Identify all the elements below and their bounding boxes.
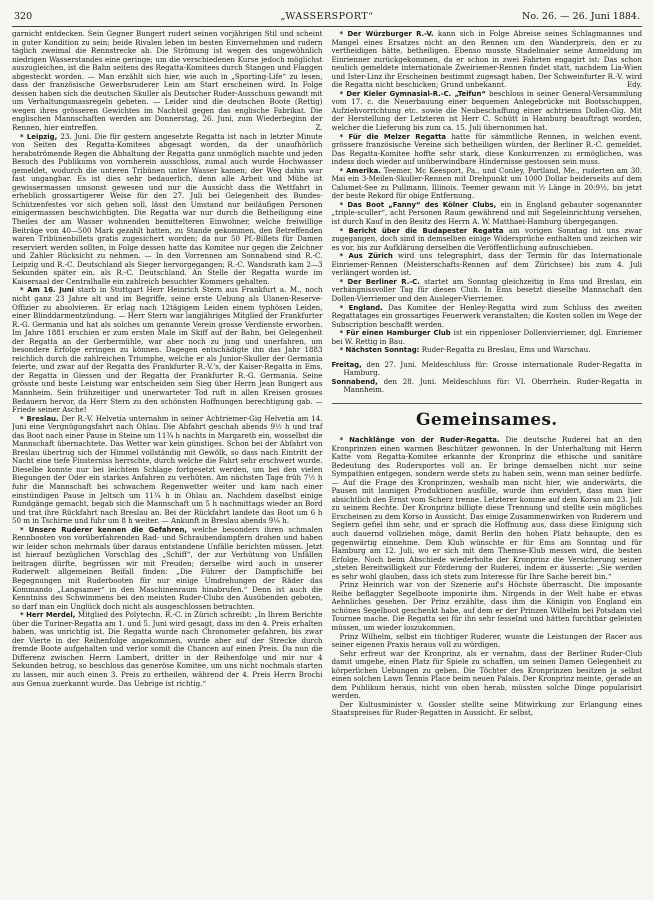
article-merdel: * Herr Merdel, Mitglied des Polytechn. R.-C. in Zürich schreibt: „In Ihrem Berichte über die Turiner-Regatta am 1. und 5. Juni wird gesagt, dass im den 4. Preis erhalten haben, was unrichtig ist. Die Regatta wurde nach Chronometer gefahren, bis zwar der Vierte in der Reihenfolge angekommen, wurde aber auf der Strecke durch fremde Boote aufgehalten und verlor somit die Chancen auf einen Preis. Da nun die Differenz zwischen Herrn Lambert, dritter in der Reihenfolge und mir nur 4 Sekunden betrug, so beschloss das generöse Komitee, um uns nicht nochmals starten zu lassen, mir auch einen 3. Preis zu ertheilen, während der 4. Preis Herrn Brochi aus Genua zuerkannt wurde. Das Uebrige ist richtig.“: [12, 610, 323, 688]
article-zurich: * Aus Zürich wird uns telegraphirt, dass der Termin für das Internationale Einriemer-Rennen (Meisterschafts-Rennen auf dem Zürichsee) bis zum 4. Juli verlängert worden ist.: [331, 251, 642, 278]
article-england: * England. Das Komitee der Henley-Regatta wird zum Schluss des zweiten Regattatages ein grossartiges Feuerwerk veranstalten; die Kosten sollen im Wege der Subscription beschafft werden.: [331, 302, 642, 329]
article-wurzburger: * Der Würzburger R.-V. kann sich in Folge Abreise seines Schlagmannes und Mangel eines Ersatzes nicht an den Rennen um den Wanderpreis, den er zu vertheidigen hätte, betheiligen. Ebenso musste Stadelmaier seine Anmeldung im Einrienner zurückgekommen, da er schon in zwei Fahrten engagirt ist: Das schon neulich gemeldete internationale Zweiriemer-Rennen findet statt, nachdem Lia-Wien und Ister-Linz ihr Erscheinen bestimmt zugesagt haben. Der Schweinfurter R.-V. wird die Regatta nicht beschicken; Grund unbekannt. Edy.: [331, 30, 642, 90]
article-kieler: * Der Kieler Gymnasial-R.-C. „Teifun“ beschloss in seiner General-Versammlung vom 17. c. die Neuerbauung einer bequemen Anlegebrücke mit Bootsschuppen, Aufziehvorrichtung etc. sowie die Neubeschaffung einer achtriems Dollen-Gig. Mit der Herstellung der Letzteren ist Herr C. Schütt in Hamburg beauftragt worden, welcher die Lieferung bis zum ca. 15. Juli übernommen hat.: [331, 88, 642, 133]
article-paragraph: garnicht entdecken. Sein Gegner Bungert rudert seinen vorjährigen Stil und scheint in guter Kondition zu sein; beide Rivalen leben im besten Einvernehmen und rudern täglich zweimal die Rennstrecke ab. Die Strömung ist wegen des ungewöhnlich niedrigen Wasserstandes eine geringe; um die verschiedenen Kurse jedoch möglichst auszugleichen, ist die Bahn seitens des Regatta-Komitees durch Stangen und Flaggen abgesteckt worden. — Man erzählt sich hier, wie auch in „Sporting-Life“ zu lesen, dass der französische Gewerbsruderer Lein am Start erscheinen wird. In Folge dessen haben sich die deutschen Skuller als Deutscher Ruder-Ausschuss gewandt mit um Verhaltungsmassregeln gebeten. — Leider sind die deutschen Boote (Rettig) wegen ihres grösseren Gewichtes im Nachteil gegen das englische Fabrikat. Die englischen Mannschaften werden am Donnerstag, 26. Juni, zum Wiederbeginn der Rennen, hier eintreffen. Z.: [12, 30, 323, 133]
article-heading: * Amerika.: [339, 166, 381, 175]
article-columns: [12, 30, 642, 892]
article-heading: * Der Berliner R.-C.: [339, 277, 420, 286]
article-amerika: * Amerika. Teemer, Mc Keesport, Pa., und Conley, Portland, Me., ruderten am 30. Mai ein 3-Meilen-Skuller-Rennen mit Drehpunkt um 1000 Dollar beiderseits auf dem Calumet-See zu Pullmann, Illinois. Teemer gewann mit ½ Länge in 20:9½, bis jetzt der beste Rekord für obige Entfernung.: [331, 165, 642, 201]
article-heading: * Herr Merdel,: [20, 611, 76, 620]
article-paragraph: Prinz Wilhelm, selbst ein tüchtiger Ruderer, wusste die Leistungen der Racer aus seiner eigenen Praxis heraus voll zu würdigen.: [331, 631, 642, 650]
deadline-schedule: [332, 361, 643, 395]
article-heading: * England.: [339, 303, 383, 312]
article-heading: * Nächsten Sonntag:: [339, 346, 420, 355]
publication-title: „WASSERSPORT“: [280, 11, 374, 22]
page-header: [12, 10, 642, 27]
signature: Z.: [315, 123, 323, 133]
left-column: [12, 30, 323, 892]
article-budapest: * Bericht über die Budapester Regatta am vorigen Sonntag ist uns zwar zugegangen, doch sind in demselben einige Widersprüche enthalten und zeichen wir es vor, bis zur Aufklärung derselben die Veröffentlichung aufzuschieben.: [331, 225, 642, 252]
article-heading: * Unsere Ruderer kennen die Gefahren,: [20, 525, 187, 534]
right-column: [332, 30, 643, 892]
article-heading: * Das Boot „Fanny“ des Kölner Clubs,: [339, 200, 497, 209]
article-melzer: * Für die Melzer Regatta hatte für sämmtliche Rennen, in welchen event. grössere französische Vereine sich betheiligen würden, der Berliner R.-C. gemeldet. Das Regatta-Komitee hoffte sehr stark, diese Konkurrenzen zu ermöglichen, was indess doch wieder auf unüberwindbare Hindernisse gestossen sein muss.: [331, 131, 642, 167]
article-heading: * Leipzig,: [20, 132, 58, 141]
article-heading: * Der Würzburger R.-V.: [339, 30, 434, 38]
article-paragraph: Der Kultusminister v. Gossler stellte seine Mitwirkung zur Erlangung eines Staatspreises für Ruder-Regatten in Aussicht. Er selbst,: [331, 699, 642, 718]
schedule-day: Freitag,: [331, 360, 362, 369]
article-stern: * Am 16. Juni starb in Stuttgart Herr Heinrich Stern aus Frankfurt a. M., noch nicht ganz 23 Jahre alt und im Begriffe, seine erste Uebung als Ulanen-Reserve-Offizier zu absolvieren. Er erlag nach 12tägigem Leiden einem typhösen Leiden, einer Blinddarmentzündung. — Herr Stern war langjähriges Mitglied der Frankfurter R.-G. Germania und hat als solches um genannte Verein grosse Verdienste erworben. Im Jahre 1881 erschien er zum ersten Male im Skiff auf der Bahn, bei Gelegenheit der Regatta an der Gerbermühle, war aber noch zu jung und unerfahren, um besondere Erfolge erringen zu können. Dagegen entschädigte ihn das Jahr 1883 reichlich durch die zahlreichen Triumphe, welche er als Junior-Skuller der Germania feierte, und zwar auf der Regatta des Frankfurter R.-V.'s, der Kaiser-Regatta in Ems, der Regatta in Giessen und der Regatta der Frankfurter R.-G. Germania. Seine grösste und beste Leistung war entscheiden sein Sieg über Herrn Jean Bungert aus Mannheim. Sein frühzeitiger und unerwarteter Tod ruft in allen Kreisen grosses Bedauern hervor, da Herr Stern zu den schönsten Hoffnungen berechtigung gab. — Friede seiner Asche!: [12, 285, 323, 415]
article-gefahren: * Unsere Ruderer kennen die Gefahren, welche besonders ihren schmalen Rennbooten von vorüberfahrenden Rad- und Schraubendampfern drohen und haben wir leider schon mehrmals über daraus entstandene Unfälle berichten müssen. Jetzt ist hierauf bezüglichen Vorschlag des „Schiff“, der zur Verhütung von Unfällen beitragen dürfte, begrüssen wir mit Freuden; derselbe wird auch in unserer Ruderwelt allgemeinen Beifall finden: „Die Führer der Dampfschiffe bei Begegnungen mit Ruderbooten für nur einige Umdrehungen der Räder das Kommando „Langsamer“ in den Maschinenraum hinabrufen.“ Denn ist auch die Kenntniss des Schwimmens bei den meisten Ruder-Clubs den Ausübenden geboten, so darf man ein Unglück doch nicht als ausgeschlossen betrachten.: [12, 524, 323, 611]
issue-line: No. 26. — 26. Juni 1884.: [522, 11, 640, 22]
article-paragraph: Prinz Heinrich war von der Szenerie auf's Höchste überrascht. Die imposante Reihe beflaggter Segelboote imponirte ihm. Nirgends in der Welt habe er etwas Aehnliches gesehen. Der Prinz erzählte, dass ihm die Königin von England ein schönes Segelboot geschenkt habe, auf dem er der Prinzen Wilhelm bei Potsdam viel Tournee mache. Die Regatta sei für ihn sehr fesselnd und hätten furchtbar geleisten müssen, um wieder loszukommen.: [331, 580, 642, 632]
schedule-day: Sonnabend,: [331, 377, 378, 386]
article-nachklange: * Nachklänge von der Ruder-Regatta. Die deutsche Ruderei hat an den Kronprinzen einen warmen Beschützer gewonnen. In der Unterhaltung mit Herrn Katte vom Regatta-Komitee erkannte der Kronprinz die ethische und sanitäre Bedeutung des Rudersportes voll an. Er bringe demselben nicht nur seine Sympathien entgegen, sondern werde stets zu haben sein, wenn man seiner bedürfe. — Auf die Frage des Kronprinzen, weshalb man nicht hier, wie anderwärts, die Pausen mit launigen Produktionen ausfülle, wurde ihm erwidert, dass man hier absichtlich den Ernst vom Scherz trenne. Letzterer komme auf dem Korso am 23. Juli zu seinem Rechte. Der Kronprinz billigte diese Trennung und stellte sein mögliches Erscheinen zu dem Korso in Aussicht. Das einige Zusammenwirken von Ruderern und Seglern gefiel ihm sehr, und er sprach die Hoffnung aus, dass diese Einigung sich auch dauernd vollziehen möge, damit Berlin den hohen Platz behaupte, den es gegenwärtig einnehme. Dem Klub wünschte er für Ems am Sonntag und für Hamburg am 12. Juli, wo er sich mit dem Themse-Klub messen wird, die besten Erfolge. Noch beim Abschiede wiederholte der Kronprinz die Versicherung seiner „steten Bereitwilligkeit zur Förderung der Ruderei, indem er äusserte: „Sie werden es sehr wohl glauben, dass ich stets zum Interesse für Ihre Sache bereit bin.“: [331, 434, 642, 581]
signature: Edy.: [626, 80, 642, 90]
page-number: 320: [14, 11, 33, 22]
article-heading: * Bericht über die Budapester Regatta: [339, 226, 504, 235]
article-hamburger: * Für einen Hamburger Club ist ein rippenloser Dollenvierriemer, dgl. Einriemer bei W. Rettig in Bau.: [331, 328, 642, 346]
article-heading: * Für die Melzer Regatta: [339, 132, 447, 141]
article-berliner: * Der Berliner R.-C. startet am Sonntag gleichzeitig in Ems und Breslau, ein verhängnissvoller Tag für diesen Club. In Ems besetzt dieselbe Mannschaft den Dollen-Vierriemer und den Ausleger-Vierriemer.: [331, 276, 642, 303]
article-heading: * Breslau.: [20, 414, 59, 423]
article-paragraph: Sehr erfreut war der Kronprinz, als er vernahm, dass der Berliner Ruder-Club damit umgehe, einen Platz für Spiele zu schaffen, um seinen Damen Gelegenheit zu körperlichen Uebungen zu geben. Die Töchter des Kronprinzen besitzen ja selbst einen solchen Lawn Tennis Place beim neuen Palais. Der Kronprinz meinte, gerade an dem Publikum heraus, nicht von oben herab, müssten solche Dinge popularisirt werden.: [331, 648, 642, 701]
section-divider: [332, 403, 643, 404]
article-leipzig: * Leipzig, 23. Juni. Die für gestern angesetzte Regatta ist nach in letzter Minute von Seiten des Regatta-Komitees abgesagt worden, da der unaufhörlich herabströmende Regen die Abhaltung der Regatta ganz unmöglich machte und jeden Besuch des Publikums von vornherein ausschloss, zumal auch wurde Hochwasser gemeldet, wodurch die unteren Tribünen unter Wasser kamen; der Weg dahin war fast ungangbar. Es ist dies sehr bedauerlich, denn alle Arbeit und Mühe ist gewissermassen umsonst gewesen und nur die Aussicht dass die Wettfahrt in erheblich grossartigerer Weise für den 27. Juli bei Gelegenheit des Bundes-Schützenfestes vor sich gehen soll, lässt den Umstand nur beiläufigen Personen einigermassen beschwichtigten. Die Regatta war nur durch die Betheiligung eine Theiles der am Wasser wohnenden bemittelteren Einwohner, welche freiwillige Beiträge von 40—500 Mark gezahlt hatten, zu Stande gekommen, den Betreffenden waren Tribünenbillets gratis zugesichert worden; da nur 50 Pf.-Billets für Damen reserviert werden sollten, in Folge dessen hatte das Komitee nur gegen die Zeichner und Zahler Rücksicht zu nehmen. — In den Vorrennen am Sonnabend sind R.-C. Leipzig und R.-C. Deutschland als Sieger hervorgegangen; R.-C. Wandsrath kam 2—3 Sekunden später ein, als R.-C. Deutschland. An Stelle der Regatta wurde im Kaisersaal der Centralhalle ein zahlreich besuchter Kommers gehalten.: [12, 131, 323, 286]
article-heading: * Für einen Hamburger Club: [339, 329, 451, 338]
schedule-row: Sonnabend, den 28. Juni. Meldeschluss für: VI. Oberrhein. Ruder-Regatta in Mannheim.: [331, 376, 642, 395]
schedule-row: Freitag, den 27. Juni. Meldeschluss für: Grosse internationale Ruder-Regatta in Hamburg.: [331, 359, 642, 378]
article-fanny: * Das Boot „Fanny“ des Kölner Clubs, ein in England gebauter sogenannter „triple-sculler“, acht Personen Raum gewährend und mit Segeleinrichtung versehen, ist durch Kauf in den Besitz des Herrn A. W. Matthaei-Hamburg übergegangen.: [331, 199, 642, 227]
article-heading: * Aus Zürich: [339, 252, 393, 261]
article-heading: * Nachklänge von der Ruder-Regatta.: [339, 435, 500, 444]
article-heading: * Am 16. Juni: [20, 286, 75, 295]
article-breslau: * Breslau. Der R.-V. Helvetia unternahm in seiner Achtriemer-Gig Helvetia am 14. Juni eine Vergnügungsfahrt nach Ohlau. Die Abfahrt geschah abends 9½ h und traf das Boot nach einer Pause in Steine um 11¾ h nachts in Margareth ein, wosselbst die Mannschaft übernachtete. Das Wetter war kein günstiges. Schon bei der Abfahrt von Breslau übertrug sich der Himmel vollständig mit Gewölk, so dass nach Eintritt der Nacht eine tiefe Finsterniss herrschte, durch welche die Fahrt sehr erschwert wurde. Dieselbe konnte nur bei leichtem Schlage fortgesetzt werden, um bei den vielen Biegungen der Oder ein starkes Anfahren zu verhüten. Am nächsten Tage früh 7½ h fuhr die Mannschaft bei schwachem Regenwetter weiter und kam nach einer einstündigen Pause in Jeltsch um 11¼ h in Ohlau an. Nachdem daselbst einige Rundgänge gemacht, begab sich die Mannschaft um 5 h nachmittags wieder an Bord und trat ihre Rückfahrt nach Breslau an. Bei der Rückfahrt landete das Boot um 6 h 50 m in Tschirne und fuhr um 8 h weiter. — Ankunft in Breslau abends 9¼ h.: [12, 413, 323, 526]
article-heading: * Der Kieler Gymnasial-R.-C. „Teifun“: [339, 89, 486, 98]
article-sonntag: * Nächsten Sonntag: Ruder-Regatta zu Breslau, Ems und Warschau.: [339, 345, 591, 355]
section-title: Gemeinsames.: [416, 409, 558, 430]
